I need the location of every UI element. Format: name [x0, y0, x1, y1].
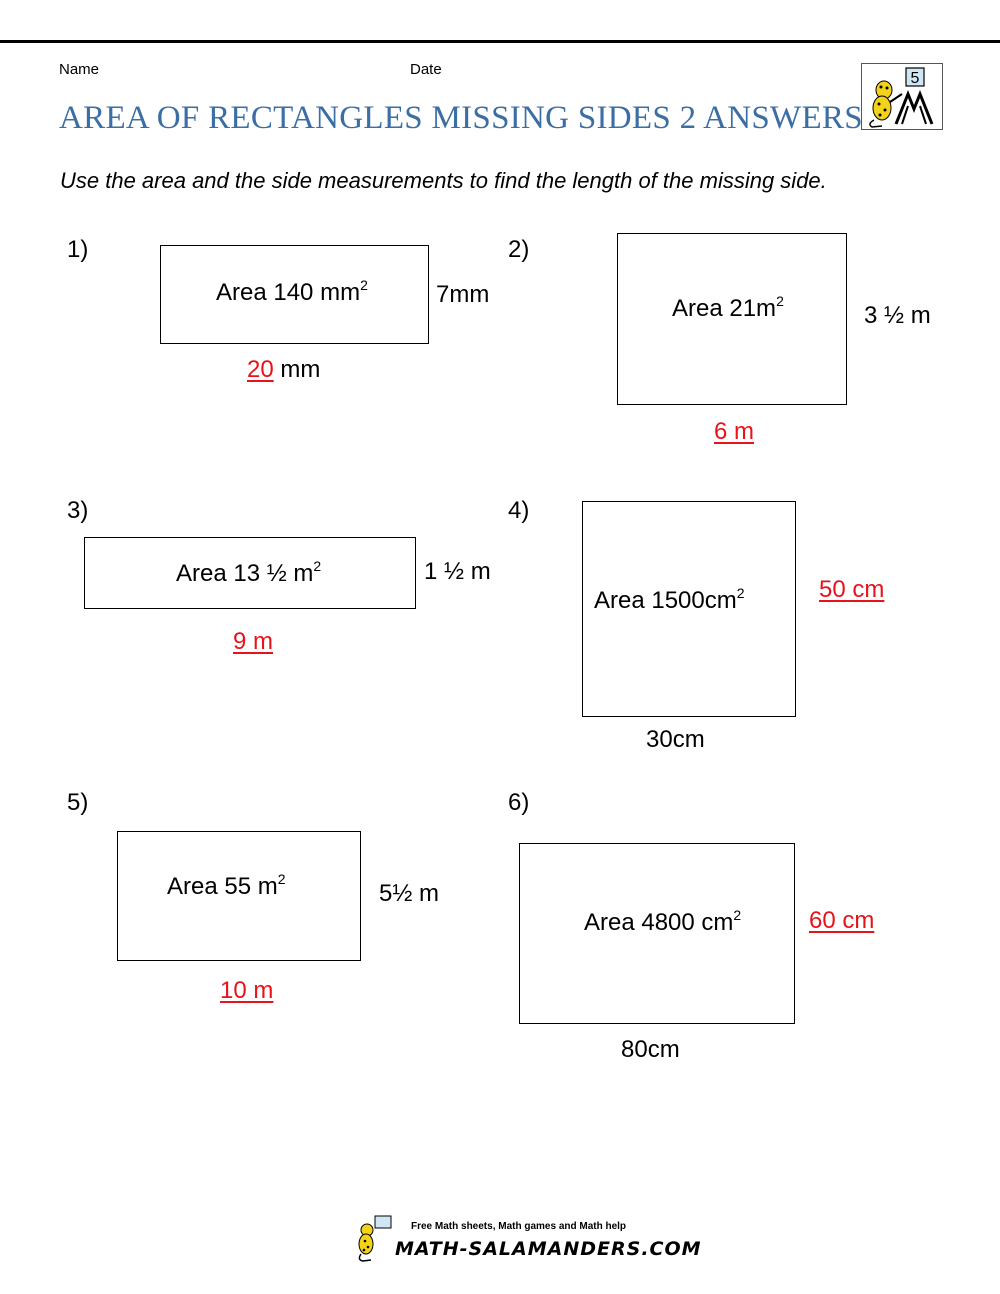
given-side: 3 ½ m — [864, 302, 931, 329]
given-side: 5½ m — [379, 880, 440, 907]
area-label: Area $1500cm^2$ — [594, 585, 745, 614]
area-label: Area $21m^2$ — [672, 293, 784, 322]
answer-side: 9 m — [233, 628, 274, 655]
top-rule — [0, 40, 1000, 43]
problem-number: 3) — [67, 497, 89, 524]
date-label: Date — [410, 61, 442, 78]
logo-grade: 5 — [910, 70, 920, 87]
problem-number: 2) — [508, 236, 530, 263]
answer-side: 6 m — [714, 418, 755, 445]
footer-logo — [355, 1214, 702, 1264]
area-label: Area 140 $mm^2$ — [216, 277, 368, 306]
area-label: Area 55 $m^2$ — [167, 871, 286, 900]
given-side: 7mm — [436, 281, 490, 308]
problem-number: 4) — [508, 497, 530, 524]
answer-side: 50 cm — [819, 576, 885, 603]
salamander-icon — [355, 1214, 395, 1264]
answer-side: 20 mm — [247, 356, 321, 383]
area-label: Area 13 ½ $m^2$ — [176, 558, 322, 587]
problem-number: 6) — [508, 789, 530, 816]
answer-side: 60 cm — [809, 907, 875, 934]
problem-number: 5) — [67, 789, 89, 816]
area-label: Area 4800 $cm^2$ — [584, 907, 742, 936]
footer-tagline: Free Math sheets, Math games and Math help — [411, 1221, 627, 1232]
problem-number: 1) — [67, 236, 89, 263]
given-side: 30cm — [646, 726, 705, 753]
given-side: 80cm — [621, 1036, 680, 1063]
worksheet-title: AREA OF RECTANGLES MISSING SIDES 2 ANSWERS — [59, 100, 863, 136]
salamander-logo — [861, 63, 943, 130]
answer-side: 10 m — [220, 977, 274, 1004]
footer-site-name: MATH-SALAMANDERS.COM — [395, 1238, 702, 1260]
name-label: Name — [59, 61, 100, 78]
instructions: Use the area and the side measurements to find the length of the missing side. — [60, 168, 827, 193]
given-side: 1 ½ m — [424, 558, 491, 585]
